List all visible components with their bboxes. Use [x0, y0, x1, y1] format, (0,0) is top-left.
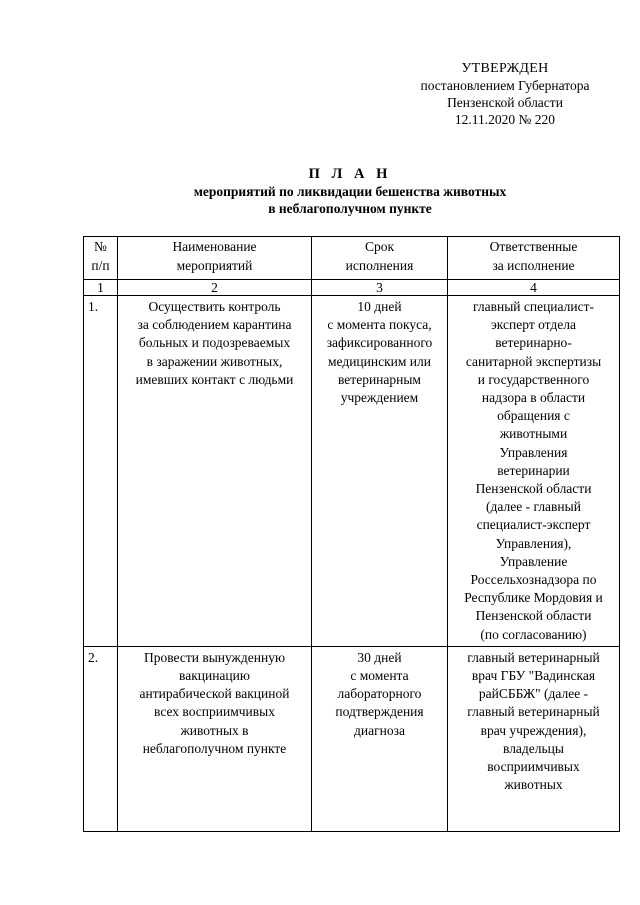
row-term: 30 дней с момента лабораторного подтверждения диагноза [312, 646, 448, 831]
row-num: 1. [84, 296, 118, 647]
table-header-row [84, 237, 620, 280]
plan-title: П Л А Н [308, 166, 392, 182]
table-row [84, 646, 620, 831]
header-num: № п/п [84, 237, 118, 280]
plan-table [83, 236, 620, 832]
approval-line-2: Пензенской области [447, 95, 563, 110]
col-number-2: 2 [118, 280, 312, 296]
row-num: 2. [84, 646, 118, 831]
header-responsible: Ответственные за исполнение [448, 237, 620, 280]
col-number-4: 4 [448, 280, 620, 296]
plan-subtitle-1: мероприятий по ликвидации бешенства животных [193, 184, 507, 199]
row-name: Провести вынужденную вакцинацию антирабической вакциной всех восприимчивых животных в неблагополучном пункте [118, 646, 312, 831]
row-responsible: главный ветеринарный врач ГБУ "Вадинская райСББЖ" (далее - главный ветеринарный врач учреждения), владельцы восприимчивых животных [448, 646, 620, 831]
header-name: Наименование мероприятий [118, 237, 312, 280]
approval-title: УТВЕРЖДЕН [461, 61, 549, 76]
header-term: Срок исполнения [312, 237, 448, 280]
approval-block [380, 60, 630, 128]
approval-date-number: 12.11.2020 № 220 [454, 112, 556, 127]
plan-subtitle-2: в неблагополучном пункте [268, 201, 432, 216]
table-row [84, 296, 620, 647]
col-number-3: 3 [312, 280, 448, 296]
col-number-1: 1 [84, 280, 118, 296]
column-numbers-row [84, 280, 620, 296]
plan-heading [80, 166, 620, 217]
approval-line-1: постановлением Губернатора [420, 78, 590, 93]
row-name: Осуществить контроль за соблюдением карантина больных и подозреваемых в заражении животных, имевших контакт с людьми [118, 296, 312, 647]
row-term: 10 дней с момента покуса, зафиксированного медицинским или ветеринарным учреждением [312, 296, 448, 647]
row-responsible: главный специалист- эксперт отдела ветеринарно- санитарной экспертизы и государственного надзора в области обращения с животными Управления ветеринарии Пензенской области (далее - главный специалист-эксперт Управления), Управление Россельхознадзора по Республике Мордовия и Пензенской области (по согласованию) [448, 296, 620, 647]
